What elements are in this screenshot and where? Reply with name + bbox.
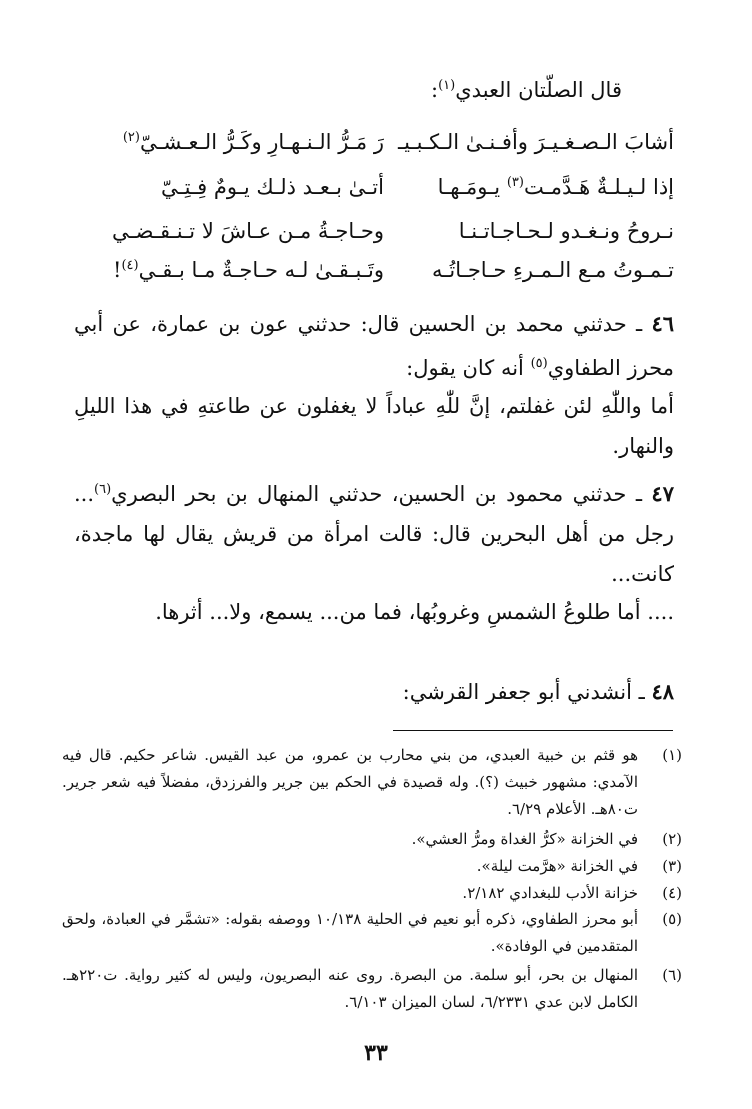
verse-text: رَ مَـرُّ الـنـهـارِ وكَـرُّ الـعـشـيّ	[139, 130, 384, 154]
footnote-ref: (٤)	[121, 258, 139, 273]
poem-intro-colon: :	[431, 78, 439, 102]
page-number: ٣٣	[364, 1040, 388, 1066]
verse-text: نـروحُ ونـغـدو لـحـاجـاتـنـا	[458, 219, 674, 243]
footnote-number: (٦)	[662, 966, 682, 984]
footnote-2	[62, 826, 682, 853]
footnote-text: هو قثم بن خبية العبدي، من بني محارب بن عمرو، من عبد القيس. شاعر حكيم. قال فيه الآمدي: مشهور خبيث (؟). وله قصيدة في الحكم بين جرير والفرزدق، مفضلاً فيه شعر جرير. ت٨٠هـ. الأعلام ٦/٢٩.	[62, 746, 638, 818]
footnote-number: (١)	[662, 746, 682, 764]
verse-2-second	[161, 175, 384, 199]
item-47	[74, 470, 674, 594]
verse-1-second	[123, 130, 384, 154]
footnote-5	[62, 906, 682, 960]
footnote-3	[62, 853, 682, 880]
footnote-text: في الخزانة «كرُّ الغداة ومرُّ العشي».	[411, 830, 638, 848]
item-dash: ـ	[631, 680, 652, 704]
footnote-number: (٣)	[662, 857, 682, 875]
verse-text: وحـاجـةُ مـن عـاشَ لا تـنـقـضـي	[112, 219, 384, 243]
footnote-4	[62, 880, 682, 907]
footnote-6	[62, 962, 682, 1016]
footnote-number: (٥)	[662, 910, 682, 928]
item-dash: ـ	[626, 312, 652, 336]
footnote-1	[62, 742, 682, 823]
poem-intro	[431, 78, 622, 102]
footnote-text: خزانة الأدب للبغدادي ٢/١٨٢.	[462, 884, 638, 902]
footnote-number: (٤)	[662, 884, 682, 902]
item-48	[403, 672, 674, 712]
verse-1-first	[398, 130, 674, 154]
footnote-separator	[393, 730, 673, 731]
footnote-text: في الخزانة «هرَّمت ليلة».	[476, 857, 638, 875]
verse-3-second	[112, 219, 384, 243]
footnote-ref: (٣)	[506, 175, 524, 190]
item-number: ٤٧	[651, 481, 674, 506]
item-chain: حدثني محمد بن الحسين قال: حدثني عون بن عمارة، عن أبي محرز الطفاوي	[74, 312, 674, 380]
footnote-text: المنهال بن بحر، أبو سلمة. من البصرة. روى عنه البصريون، وليس له كثير رواية. ت٢٢٠هـ. الكامل لابن عدي ٦/٢٣٣١، لسان الميزان ٦/١٠٣.	[62, 966, 638, 1011]
verse-text: يـومَـهـا	[437, 175, 507, 199]
verse-text: وتَـبـقـىٰ لـه حـاجـةٌ مـا بـقـي	[138, 258, 384, 282]
verse-text: !	[112, 258, 122, 282]
footnote-number: (٢)	[662, 830, 682, 848]
verse-text: تـمـوتُ مـع الـمـرءِ حـاجـاتُـه	[432, 258, 674, 282]
verse-2-first	[438, 175, 674, 199]
verse-text: أشابَ الـصـغـيـرَ وأفـنـىٰ الـكـبـيـ	[397, 130, 674, 154]
verse-3-first	[459, 219, 674, 243]
footnote-ref: (٦)	[94, 482, 112, 497]
item-number: ٤٦	[651, 311, 674, 336]
poem-intro-text: قال الصلّتان العبدي	[455, 78, 622, 102]
item-number: ٤٨	[651, 679, 674, 704]
item-text: أنشدني أبو جعفر القرشي:	[402, 680, 632, 704]
item-chain: حدثني محمود بن الحسين، حدثني المنهال بن بحر البصري	[111, 482, 627, 506]
item-46-quote	[74, 386, 674, 466]
item-chain: ... رجل من أهل البحرين قال: قالت امرأة من قريش يقال لها ماجدة، كانت...	[74, 482, 674, 586]
verse-4-first	[432, 258, 674, 282]
verse-text: إذا لـيـلـةٌ هَـدَّمـت	[523, 175, 674, 199]
quote-text: أما واللّٰهِ لئن غفلتم، إنَّ للّٰهِ عباداً لا يغفلون عن طاعتهِ في هذا الليلِ والنهار.	[74, 394, 674, 458]
item-47-quote	[74, 592, 674, 632]
verse-4-second	[113, 258, 384, 282]
quote-text: .... أما طلوعُ الشمسِ وغروبُها، فما من... يسمع، ولا... أثرها.	[155, 600, 674, 624]
footnote-ref: (١)	[438, 78, 456, 93]
item-chain: أنه كان يقول:	[406, 356, 531, 380]
footnote-ref: (٥)	[530, 356, 548, 371]
verse-text: أتـىٰ بـعـد ذلـك يـومٌ فِـتِـيّ	[161, 175, 384, 199]
footnote-text: أبو محرز الطفاوي، ذكره أبو نعيم في الحلية ١٠/١٣٨ ووصفه بقوله: «تشمَّر في العبادة، ولحق المتقدمين في الوفادة».	[62, 910, 638, 955]
item-dash: ـ	[626, 482, 652, 506]
item-46	[74, 304, 674, 388]
footnote-ref: (٢)	[122, 130, 140, 145]
